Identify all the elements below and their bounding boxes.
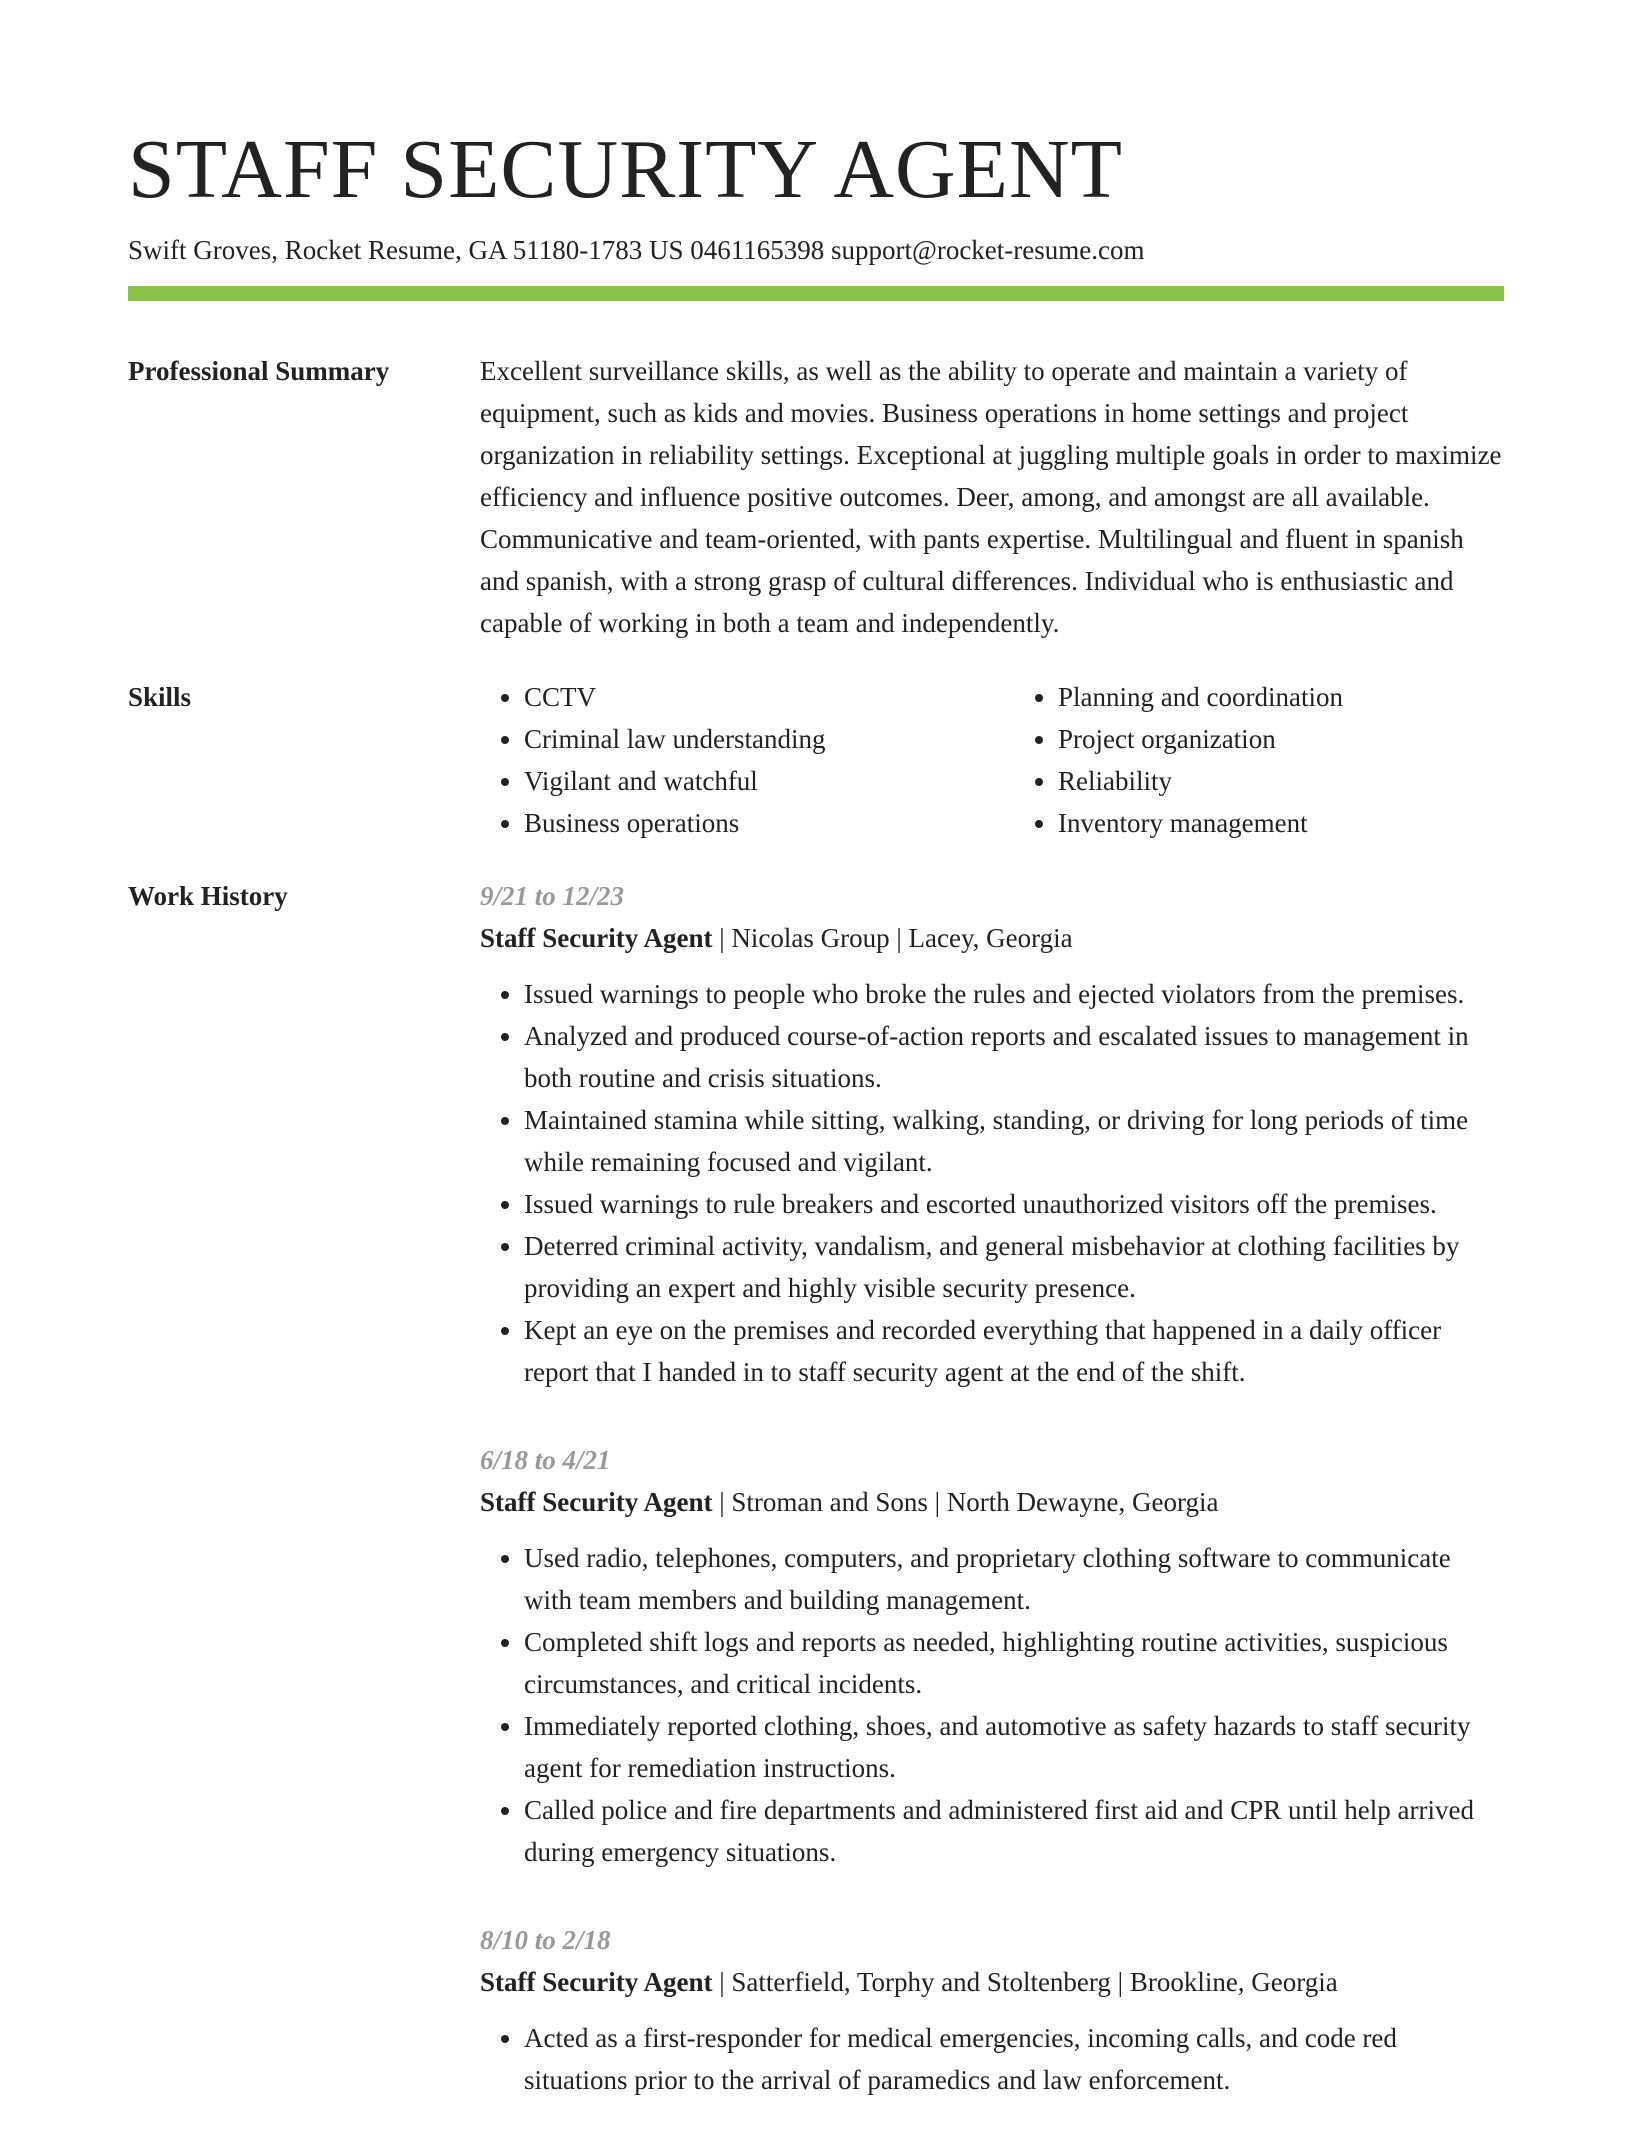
job-details: | Stroman and Sons | North Dewayne, Georgia <box>712 1487 1219 1517</box>
work-history-heading: Work History <box>128 881 288 911</box>
contact-line: Swift Groves, Rocket Resume, GA 51180-1783 US 0461165398 support@rocket-resume.com <box>128 235 1145 265</box>
work-history-content <box>480 875 1504 2147</box>
job-entry <box>480 1439 1504 1873</box>
job-bullet: • Called police and fire departments and administered first aid and CPR until help arrived during emergency situations. <box>524 1789 1504 1873</box>
summary-text: Excellent surveillance skills, as well as the ability to operate and maintain a variety of equipment, such as kids and movies. Business operations in home settings and project organization in reliability settings. Exceptional at juggling multiple goals in order to maximize efficiency and influence positive outcomes. Deer, among, and amongst are all available. Communicative and team-oriented, with pants expertise. Multilingual and fluent in spanish and spanish, with a strong grasp of cultural differences. Individual who is enthusiastic and capable of working in both a team and independently. <box>480 356 1502 638</box>
job-bullets <box>480 1537 1504 1873</box>
job-date: 6/18 to 4/21 <box>480 1445 611 1475</box>
job-bullet: • Used radio, telephones, computers, and proprietary clothing software to communicate with team members and building management. <box>524 1537 1504 1621</box>
job-bullet: • Acted as a first-responder for medical emergencies, incoming calls, and code red situations prior to the arrival of paramedics and law enforcement. <box>524 2017 1504 2101</box>
skill-item: • Vigilant and watchful <box>524 760 970 802</box>
skill-item: • Planning and coordination <box>1058 676 1504 718</box>
job-bullet: • Issued warnings to people who broke the rules and ejected violators from the premises. <box>524 973 1504 1015</box>
summary-heading: Professional Summary <box>128 356 390 386</box>
skill-item: • Criminal law understanding <box>524 718 970 760</box>
job-details: | Satterfield, Torphy and Stoltenberg | Brookline, Georgia <box>712 1967 1338 1997</box>
job-entry <box>480 1919 1504 2101</box>
skill-item: • Business operations <box>524 802 970 844</box>
job-date: 8/10 to 2/18 <box>480 1925 611 1955</box>
job-bullet: • Issued warnings to rule breakers and escorted unauthorized visitors off the premises. <box>524 1183 1504 1225</box>
resume-header <box>128 120 1504 268</box>
job-title: Staff Security Agent <box>480 923 713 953</box>
job-bullet: • Deterred criminal activity, vandalism, and general misbehavior at clothing facilities by providing an expert and highly visible security presence. <box>524 1225 1504 1309</box>
job-bullet: • Maintained stamina while sitting, walking, standing, or driving for long periods of time while remaining focused and vigilant. <box>524 1099 1504 1183</box>
job-heading <box>480 1481 1504 1523</box>
skill-item: • Inventory management <box>1058 802 1504 844</box>
skill-item: • Reliability <box>1058 760 1504 802</box>
job-date: 9/21 to 12/23 <box>480 881 625 911</box>
job-title: Staff Security Agent <box>480 1487 713 1517</box>
skill-item: • CCTV <box>524 676 970 718</box>
accent-divider <box>128 286 1504 301</box>
skills-list-right <box>1014 676 1504 844</box>
job-bullet: • Analyzed and produced course-of-action reports and escalated issues to management in both routine and crisis situations. <box>524 1015 1504 1099</box>
page-title: STAFF SECURITY AGENT <box>128 123 1123 216</box>
skills-heading: Skills <box>128 682 192 712</box>
skill-item: • Project organization <box>1058 718 1504 760</box>
job-bullets <box>480 973 1504 1393</box>
job-entry <box>480 875 1504 1393</box>
job-bullet: • Completed shift logs and reports as needed, highlighting routine activities, suspicious circumstances, and critical incidents. <box>524 1621 1504 1705</box>
job-bullet: • Immediately reported clothing, shoes, and automotive as safety hazards to staff security agent for remediation instructions. <box>524 1705 1504 1789</box>
job-heading <box>480 1961 1504 2003</box>
skills-content <box>480 676 1504 844</box>
job-details: | Nicolas Group | Lacey, Georgia <box>712 923 1073 953</box>
skills-list-left <box>480 676 970 844</box>
job-bullets <box>480 2017 1504 2101</box>
job-bullet: • Kept an eye on the premises and recorded everything that happened in a daily officer report that I handed in to staff security agent at the end of the shift. <box>524 1309 1504 1393</box>
summary-content <box>480 350 1504 644</box>
job-heading <box>480 917 1504 959</box>
job-title: Staff Security Agent <box>480 1967 713 1997</box>
